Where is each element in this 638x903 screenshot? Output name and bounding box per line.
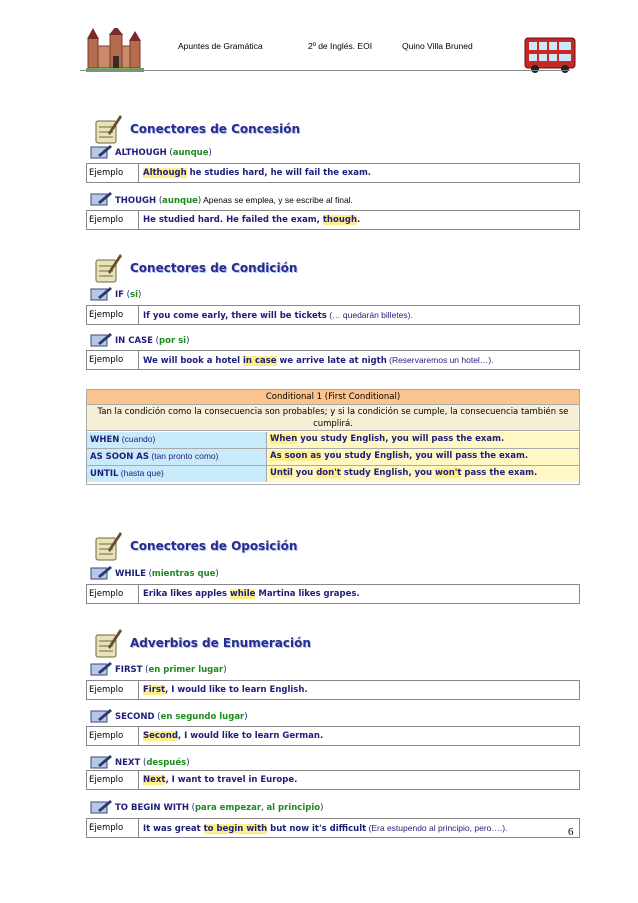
example-translation: (… quedarán billetes). (326, 310, 413, 320)
example-text: in case (243, 356, 277, 366)
connector-although (90, 145, 560, 161)
pencil-notes-icon (94, 627, 122, 659)
example-text: Next (143, 775, 166, 785)
paren: ) (320, 803, 324, 813)
doc-title: Apuntes de Gramática (178, 41, 263, 51)
bus-icon (523, 34, 577, 74)
table-row (87, 449, 579, 466)
gloss: (tan pronto como) (149, 451, 219, 461)
example-text: He studied hard. He failed the exam, (143, 215, 323, 225)
example-label: Ejemplo (87, 771, 139, 789)
example-text: , I want to travel in Europe. (165, 775, 298, 785)
example-label: Ejemplo (87, 351, 139, 369)
translation: por si (159, 336, 187, 346)
page-number: 6 (568, 826, 574, 838)
castle-icon (86, 28, 144, 72)
conditional-table (86, 389, 580, 485)
example-text: Although (143, 168, 187, 178)
paren: ) (223, 665, 227, 675)
keyword: SECOND (115, 712, 155, 722)
section-title: Adverbios de Enumeración (130, 636, 311, 650)
example-row (86, 680, 580, 700)
example-label: Ejemplo (87, 585, 139, 603)
example-label: Ejemplo (87, 306, 139, 324)
example-text: we arrive late at nigth (276, 356, 387, 366)
paren: ( (156, 196, 163, 206)
paren: ( (140, 758, 147, 768)
pencil-notes-icon (94, 252, 122, 284)
pencil-icon (90, 755, 112, 769)
example-row (86, 305, 580, 325)
translation: al principio (266, 803, 321, 813)
pencil-icon (90, 662, 112, 676)
pencil-notes-icon (94, 113, 122, 145)
example-text: Until (270, 468, 293, 478)
example-row (86, 770, 580, 790)
keyword: NEXT (115, 758, 141, 768)
paren: ) (244, 712, 248, 722)
section-title: Conectores de Oposición (130, 539, 298, 553)
connector-though (90, 192, 560, 208)
translation: para empezar (194, 803, 262, 813)
example-text: but now it's difficult (267, 824, 367, 834)
pencil-notes-icon (94, 530, 122, 562)
paren: ) (138, 290, 142, 300)
example-row (86, 210, 580, 230)
adverb-second (90, 709, 560, 725)
keyword: WHILE (115, 569, 146, 579)
table-row (87, 466, 579, 483)
example-text: . (357, 215, 361, 225)
example-translation: (Reservaremos un hotel…). (386, 355, 494, 365)
example-row (86, 818, 580, 838)
translation: si (130, 290, 138, 300)
example-text: to begin with (203, 824, 268, 834)
example-text: you (292, 468, 317, 478)
example-row (86, 163, 580, 183)
page-header (80, 22, 570, 82)
gloss: (hasta que) (118, 468, 164, 478)
pencil-icon (90, 800, 112, 814)
example-text: When (270, 434, 298, 444)
gloss: (cuando) (119, 434, 156, 444)
pencil-icon (90, 566, 112, 580)
keyword: IN CASE (115, 336, 153, 346)
adverb-next (90, 755, 560, 771)
example-label: Ejemplo (87, 819, 139, 837)
pencil-icon (90, 709, 112, 723)
paren: ( (123, 290, 131, 300)
paren: ( (142, 665, 149, 675)
table-title: Conditional 1 (First Conditional) (87, 390, 579, 405)
translation: en primer lugar (148, 665, 224, 675)
pencil-icon (90, 333, 112, 347)
example-text: you study English, you will pass the exam. (321, 451, 529, 461)
example-text: Erika likes apples (143, 589, 230, 599)
section-title: Conectores de Condición (130, 261, 298, 275)
example-text: study English, you (340, 468, 436, 478)
example-text: , I would like to learn English. (165, 685, 308, 695)
paren: ) (197, 196, 202, 206)
example-row (86, 584, 580, 604)
example-text: As soon as (270, 451, 322, 461)
section-condicion-heading (94, 252, 554, 286)
example-text: First (143, 685, 166, 695)
translation: mientras que (151, 569, 216, 579)
example-text: If you come early, there will be tickets (143, 311, 327, 321)
course-name: 2º de Inglés. EOI (308, 41, 373, 51)
table-row (87, 432, 579, 449)
example-text: though (322, 215, 358, 225)
paren: ) (186, 336, 190, 346)
keyword: FIRST (115, 665, 143, 675)
table-description: Tan la condición como la consecuencia son probables; y si la condición se cumple, la consecuencia también se cumplirá. (87, 405, 579, 431)
paren: ( (154, 712, 161, 722)
connector-if (90, 287, 560, 303)
example-row (86, 350, 580, 370)
paren: ) (215, 569, 219, 579)
pencil-icon (90, 145, 112, 159)
paren: ( (152, 336, 160, 346)
section-oposicion-heading (94, 530, 554, 564)
keyword: AS SOON AS (90, 452, 150, 462)
keyword: UNTIL (90, 469, 119, 479)
adverb-first (90, 662, 560, 678)
adverb-to-begin-with (90, 800, 560, 816)
paren: ) (208, 148, 212, 158)
keyword: IF (115, 290, 124, 300)
translation: después (146, 758, 187, 768)
paren: ( (166, 148, 173, 158)
example-text: We will book a hotel (143, 356, 244, 366)
example-label: Ejemplo (87, 164, 139, 182)
example-label: Ejemplo (87, 681, 139, 699)
section-concesion-heading (94, 113, 554, 147)
paren: ( (188, 803, 195, 813)
example-text: Martina likes grapes. (255, 589, 360, 599)
connector-while (90, 566, 560, 582)
example-text: you study English, you will pass the exam. (297, 434, 505, 444)
example-text: pass the exam. (461, 468, 538, 478)
translation: aunque (162, 196, 198, 206)
example-text: , I would like to learn German. (177, 731, 324, 741)
section-enumeracion-heading (94, 627, 554, 661)
example-row (86, 726, 580, 746)
author-name: Quino Villa Bruned (402, 41, 473, 51)
header-divider (80, 70, 570, 71)
example-text: won't (435, 468, 462, 478)
example-text: while (229, 589, 256, 599)
example-label: Ejemplo (87, 727, 139, 745)
keyword: WHEN (90, 435, 120, 445)
translation: aunque (172, 148, 209, 158)
keyword: ALTHOUGH (115, 148, 167, 158)
connector-in-case (90, 333, 560, 349)
usage-note: Apenas se emplea, y se escribe al final. (201, 195, 353, 205)
example-text: don't (316, 468, 341, 478)
pencil-icon (90, 192, 112, 206)
pencil-icon (90, 287, 112, 301)
keyword: TO BEGIN WITH (115, 803, 189, 813)
keyword: THOUGH (115, 196, 157, 206)
paren: ) (186, 758, 190, 768)
example-translation: (Era estupendo al principio, pero….). (366, 823, 508, 833)
example-text: Second (143, 731, 178, 741)
example-text: he studies hard, he will fail the exam. (186, 168, 372, 178)
translation: en segundo lugar (160, 712, 245, 722)
example-label: Ejemplo (87, 211, 139, 229)
paren: ( (145, 569, 152, 579)
section-title: Conectores de Concesión (130, 122, 300, 136)
example-text: It was great (143, 824, 204, 834)
separator: , (261, 803, 267, 813)
